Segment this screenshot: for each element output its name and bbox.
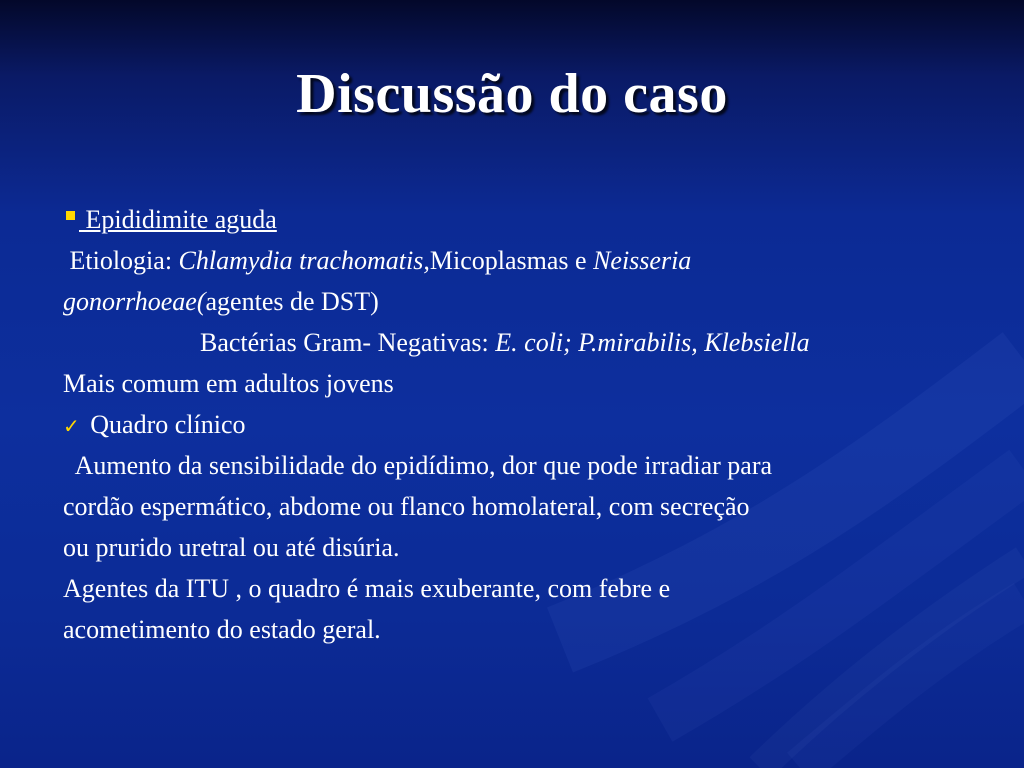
organism-gonorrhoeae: gonorrhoeae( bbox=[63, 287, 206, 316]
organism-neisseria: Neisseria bbox=[593, 246, 692, 275]
square-bullet-icon bbox=[66, 211, 75, 220]
checkmark-icon: ✓ bbox=[63, 414, 80, 438]
itu-line-2: acometimento do estado geral. bbox=[63, 615, 381, 644]
etiologia-middle: Micoplasmas e bbox=[429, 246, 594, 275]
etiologia-prefix: Etiologia: bbox=[63, 246, 179, 275]
bacterias-species: E. coli; P.mirabilis, Klebsiella bbox=[495, 328, 810, 357]
etiologia-suffix: agentes de DST) bbox=[205, 287, 379, 316]
bullet-quadro-clinico bbox=[63, 404, 983, 445]
epididimite-heading: Epididimite aguda bbox=[79, 205, 277, 234]
quadro-line-1: Aumento da sensibilidade do epidídimo, dor que pode irradiar para bbox=[63, 451, 773, 480]
etiologia-line-2 bbox=[63, 281, 983, 322]
quadro-line-2: cordão espermático, abdome ou flanco homolateral, com secreção bbox=[63, 492, 750, 521]
bacterias-line bbox=[63, 322, 983, 363]
mais-comum-line: Mais comum em adultos jovens bbox=[63, 369, 394, 398]
slide-content bbox=[63, 199, 983, 650]
organism-chlamydia: Chlamydia trachomatis, bbox=[178, 246, 430, 275]
bullet-epididimite bbox=[63, 199, 983, 240]
quadro-clinico-heading: Quadro clínico bbox=[83, 410, 246, 439]
etiologia-line-1 bbox=[63, 240, 983, 281]
slide-title: Discussão do caso bbox=[296, 63, 728, 125]
quadro-line-3: ou prurido uretral ou até disúria. bbox=[63, 533, 400, 562]
itu-line-1: Agentes da ITU , o quadro é mais exuberante, com febre e bbox=[63, 574, 671, 603]
bacterias-prefix: Bactérias Gram- Negativas: bbox=[200, 328, 496, 357]
